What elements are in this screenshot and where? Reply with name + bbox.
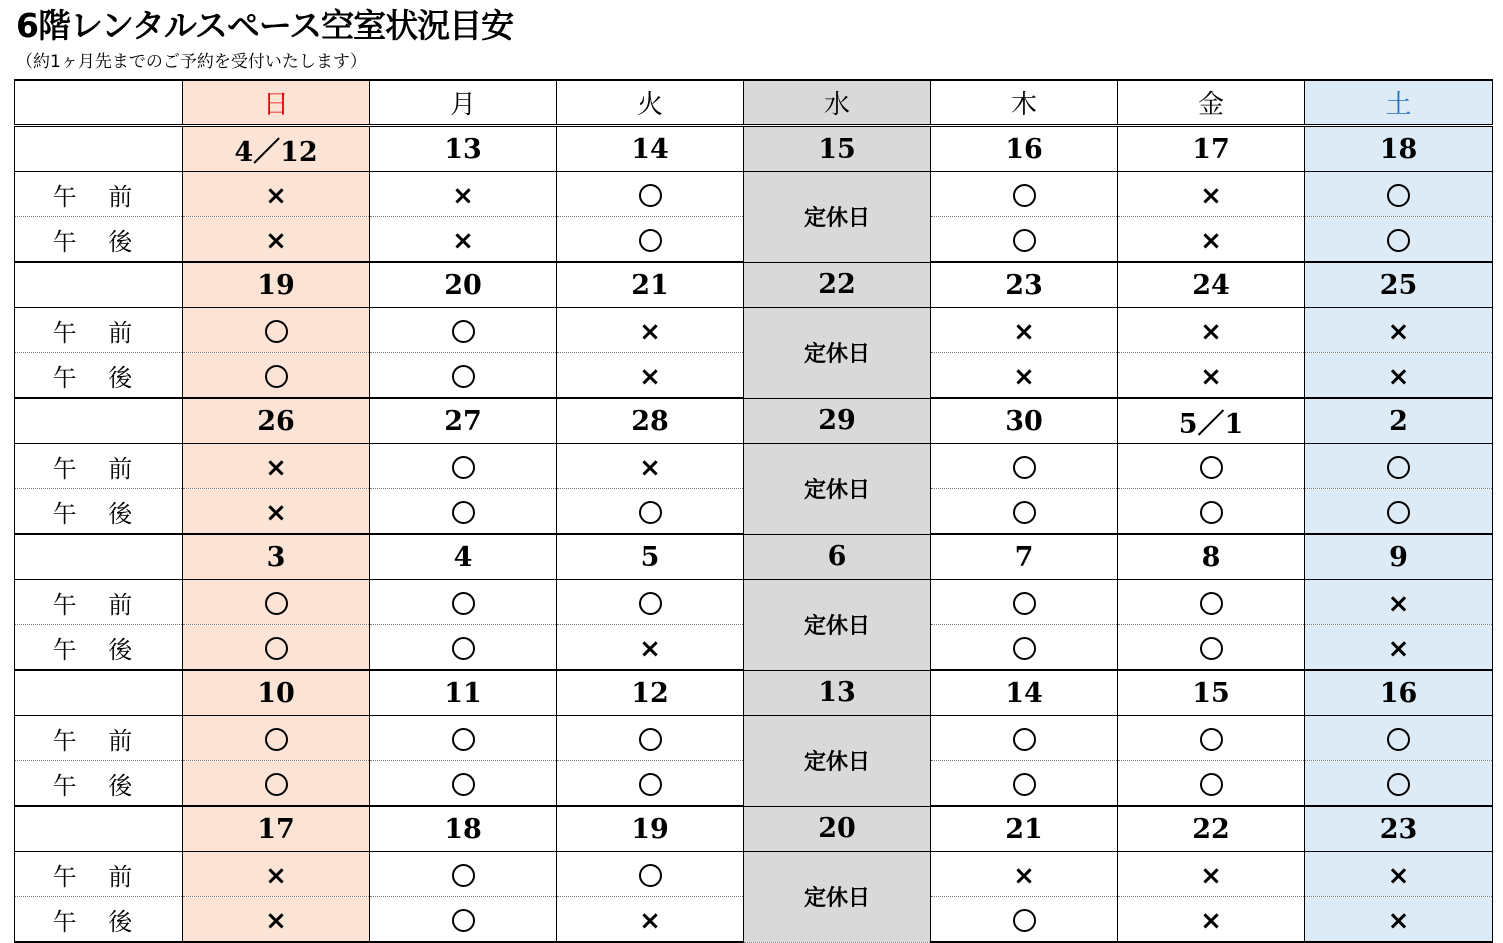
date-row [15, 670, 1493, 716]
available-circle-icon [639, 728, 662, 751]
am-label: 午 前 [15, 172, 183, 217]
full-cross-icon: × [639, 633, 661, 664]
date-cell-wed: 29 [744, 398, 931, 444]
date-cell-mon: 20 [370, 262, 557, 308]
date-row-label-cell [15, 806, 183, 852]
available-circle-icon [1387, 184, 1410, 207]
availability-cell-tue [557, 489, 744, 535]
availability-cell-sat [1305, 308, 1493, 353]
availability-cell-sun [183, 489, 370, 535]
availability-cell-tue [557, 353, 744, 399]
date-row-label-cell [15, 534, 183, 580]
date-cell-wed: 15 [744, 126, 931, 172]
available-circle-icon [265, 773, 288, 796]
available-circle-icon [1200, 592, 1223, 615]
available-circle-icon [265, 637, 288, 660]
availability-cell-mon [370, 852, 557, 897]
am-row [15, 716, 1493, 761]
availability-cell-sun [183, 716, 370, 761]
available-circle-icon [1013, 501, 1036, 524]
available-circle-icon [452, 592, 475, 615]
availability-cell-thu [931, 625, 1118, 671]
date-cell-fri: 22 [1118, 806, 1305, 852]
full-cross-icon: × [265, 497, 287, 528]
available-circle-icon [265, 320, 288, 343]
date-cell-fri: 15 [1118, 670, 1305, 716]
available-circle-icon [1387, 773, 1410, 796]
availability-cell-sun [183, 761, 370, 807]
date-cell-mon: 13 [370, 126, 557, 172]
date-cell-sat: 18 [1305, 126, 1493, 172]
availability-cell-fri [1118, 172, 1305, 217]
available-circle-icon [265, 592, 288, 615]
full-cross-icon: × [1200, 905, 1222, 936]
date-row-label-cell [15, 262, 183, 308]
full-cross-icon: × [265, 452, 287, 483]
availability-cell-thu [931, 761, 1118, 807]
full-cross-icon: × [452, 180, 474, 211]
date-cell-sun: 4／12 [183, 126, 370, 172]
date-cell-tue: 19 [557, 806, 744, 852]
available-circle-icon [1387, 728, 1410, 751]
full-cross-icon: × [639, 905, 661, 936]
availability-cell-fri [1118, 761, 1305, 807]
date-cell-fri: 5／1 [1118, 398, 1305, 444]
full-cross-icon: × [639, 452, 661, 483]
page-subtitle: （約1ヶ月先までのご予約を受付いたします） [16, 52, 367, 72]
availability-cell-mon [370, 716, 557, 761]
availability-cell-mon [370, 761, 557, 807]
full-cross-icon: × [1200, 225, 1222, 256]
date-cell-fri: 17 [1118, 126, 1305, 172]
availability-cell-mon [370, 580, 557, 625]
weekday-label: 火 [636, 90, 663, 120]
date-cell-thu: 21 [931, 806, 1118, 852]
weekday-label: 日 [262, 90, 289, 120]
weekday-header-tue [557, 80, 744, 126]
availability-cell-fri [1118, 444, 1305, 489]
date-row [15, 398, 1493, 444]
availability-cell-tue [557, 716, 744, 761]
available-circle-icon [1013, 909, 1036, 932]
availability-cell-sat [1305, 444, 1493, 489]
date-cell-sat: 23 [1305, 806, 1493, 852]
available-circle-icon [452, 637, 475, 660]
date-row-label-cell [15, 398, 183, 444]
available-circle-icon [452, 320, 475, 343]
available-circle-icon [639, 592, 662, 615]
availability-cell-sat [1305, 625, 1493, 671]
date-cell-sun: 10 [183, 670, 370, 716]
available-circle-icon [265, 728, 288, 751]
available-circle-icon [1013, 592, 1036, 615]
availability-cell-thu [931, 716, 1118, 761]
available-circle-icon [1013, 184, 1036, 207]
date-cell-mon: 11 [370, 670, 557, 716]
full-cross-icon: × [265, 180, 287, 211]
availability-cell-sat [1305, 172, 1493, 217]
availability-cell-mon [370, 172, 557, 217]
availability-cell-thu [931, 217, 1118, 263]
date-row-label-cell [15, 670, 183, 716]
full-cross-icon: × [1013, 860, 1035, 891]
availability-cell-thu [931, 308, 1118, 353]
pm-label: 午 後 [15, 217, 183, 263]
date-cell-wed: 13 [744, 670, 931, 716]
weekday-header-thu [931, 80, 1118, 126]
date-cell-sat: 25 [1305, 262, 1493, 308]
date-cell-sat: 2 [1305, 398, 1493, 444]
available-circle-icon [1013, 456, 1036, 479]
full-cross-icon: × [1013, 361, 1035, 392]
availability-cell-tue [557, 580, 744, 625]
availability-cell-fri [1118, 716, 1305, 761]
availability-cell-thu [931, 444, 1118, 489]
full-cross-icon: × [1387, 588, 1410, 619]
availability-cell-sat [1305, 716, 1493, 761]
available-circle-icon [452, 501, 475, 524]
header-corner-cell [15, 80, 183, 126]
availability-cell-sun [183, 353, 370, 399]
availability-cell-tue [557, 172, 744, 217]
date-cell-sun: 19 [183, 262, 370, 308]
availability-cell-sat [1305, 353, 1493, 399]
available-circle-icon [639, 773, 662, 796]
weekday-label: 土 [1385, 90, 1412, 120]
full-cross-icon: × [1200, 316, 1222, 347]
am-label: 午 前 [15, 852, 183, 897]
availability-cell-fri [1118, 625, 1305, 671]
availability-cell-tue [557, 897, 744, 943]
availability-cell-sun [183, 897, 370, 943]
availability-cell-thu [931, 172, 1118, 217]
availability-cell-tue [557, 625, 744, 671]
available-circle-icon [639, 501, 662, 524]
pm-label: 午 後 [15, 625, 183, 671]
available-circle-icon [452, 456, 475, 479]
full-cross-icon: × [1200, 860, 1222, 891]
available-circle-icon [452, 365, 475, 388]
availability-cell-sat [1305, 489, 1493, 535]
availability-cell-sun [183, 172, 370, 217]
available-circle-icon [452, 909, 475, 932]
availability-cell-thu [931, 580, 1118, 625]
availability-cell-fri [1118, 897, 1305, 943]
availability-cell-sat [1305, 761, 1493, 807]
date-cell-thu: 14 [931, 670, 1118, 716]
closed-day-cell: 定休日 [744, 852, 931, 943]
closed-day-cell: 定休日 [744, 580, 931, 671]
date-row [15, 534, 1493, 580]
full-cross-icon: × [265, 860, 287, 891]
available-circle-icon [452, 773, 475, 796]
availability-cell-sat [1305, 897, 1493, 943]
availability-cell-tue [557, 852, 744, 897]
date-cell-tue: 28 [557, 398, 744, 444]
weekday-header-row [15, 80, 1493, 126]
availability-cell-tue [557, 217, 744, 263]
date-row-label-cell [15, 126, 183, 172]
availability-table [14, 79, 1493, 943]
availability-cell-mon [370, 217, 557, 263]
available-circle-icon [1387, 229, 1410, 252]
date-cell-fri: 24 [1118, 262, 1305, 308]
pm-label: 午 後 [15, 761, 183, 807]
weekday-label: 月 [449, 90, 476, 120]
availability-cell-thu [931, 353, 1118, 399]
pm-label: 午 後 [15, 489, 183, 535]
am-row [15, 580, 1493, 625]
availability-cell-fri [1118, 852, 1305, 897]
weekday-header-sat [1305, 80, 1493, 126]
availability-cell-sun [183, 580, 370, 625]
available-circle-icon [1200, 773, 1223, 796]
date-cell-thu: 16 [931, 126, 1118, 172]
availability-cell-sun [183, 444, 370, 489]
weekday-label: 水 [823, 90, 850, 120]
date-cell-sat: 16 [1305, 670, 1493, 716]
full-cross-icon: × [1387, 860, 1410, 891]
am-label: 午 前 [15, 444, 183, 489]
availability-cell-mon [370, 444, 557, 489]
available-circle-icon [1013, 773, 1036, 796]
available-circle-icon [452, 864, 475, 887]
available-circle-icon [639, 864, 662, 887]
page-title: 6階レンタルスペース空室状況目安 [16, 6, 514, 45]
am-row [15, 172, 1493, 217]
available-circle-icon [639, 184, 662, 207]
am-label: 午 前 [15, 580, 183, 625]
full-cross-icon: × [1200, 361, 1222, 392]
availability-cell-mon [370, 489, 557, 535]
date-cell-tue: 12 [557, 670, 744, 716]
date-cell-tue: 5 [557, 534, 744, 580]
full-cross-icon: × [639, 361, 661, 392]
available-circle-icon [1013, 728, 1036, 751]
weekday-header-mon [370, 80, 557, 126]
weekday-header-fri [1118, 80, 1305, 126]
date-cell-fri: 8 [1118, 534, 1305, 580]
availability-cell-mon [370, 897, 557, 943]
full-cross-icon: × [1200, 180, 1222, 211]
available-circle-icon [1200, 501, 1223, 524]
availability-cell-mon [370, 353, 557, 399]
available-circle-icon [265, 365, 288, 388]
availability-cell-mon [370, 625, 557, 671]
date-cell-mon: 4 [370, 534, 557, 580]
date-row [15, 806, 1493, 852]
date-cell-wed: 22 [744, 262, 931, 308]
date-cell-tue: 21 [557, 262, 744, 308]
availability-cell-tue [557, 761, 744, 807]
availability-cell-fri [1118, 489, 1305, 535]
full-cross-icon: × [265, 905, 287, 936]
availability-cell-mon [370, 308, 557, 353]
available-circle-icon [639, 229, 662, 252]
closed-day-cell: 定休日 [744, 172, 931, 263]
availability-cell-thu [931, 852, 1118, 897]
am-row [15, 308, 1493, 353]
availability-cell-tue [557, 308, 744, 353]
full-cross-icon: × [639, 316, 661, 347]
availability-cell-fri [1118, 217, 1305, 263]
full-cross-icon: × [1013, 316, 1035, 347]
availability-cell-sun [183, 625, 370, 671]
full-cross-icon: × [1387, 633, 1410, 664]
date-cell-sun: 17 [183, 806, 370, 852]
am-label: 午 前 [15, 308, 183, 353]
am-label: 午 前 [15, 716, 183, 761]
available-circle-icon [1013, 637, 1036, 660]
available-circle-icon [1200, 728, 1223, 751]
pm-label: 午 後 [15, 897, 183, 943]
available-circle-icon [1387, 456, 1410, 479]
date-cell-sun: 26 [183, 398, 370, 444]
available-circle-icon [1200, 456, 1223, 479]
date-row [15, 262, 1493, 308]
available-circle-icon [1013, 229, 1036, 252]
am-row [15, 444, 1493, 489]
availability-cell-thu [931, 489, 1118, 535]
closed-day-cell: 定休日 [744, 308, 931, 399]
date-cell-thu: 30 [931, 398, 1118, 444]
date-cell-mon: 18 [370, 806, 557, 852]
closed-day-cell: 定休日 [744, 716, 931, 807]
date-cell-tue: 14 [557, 126, 744, 172]
availability-cell-fri [1118, 580, 1305, 625]
date-cell-mon: 27 [370, 398, 557, 444]
full-cross-icon: × [265, 225, 287, 256]
full-cross-icon: × [1387, 905, 1410, 936]
availability-cell-fri [1118, 308, 1305, 353]
availability-cell-thu [931, 897, 1118, 943]
date-cell-thu: 23 [931, 262, 1118, 308]
availability-cell-tue [557, 444, 744, 489]
weekday-header-sun [183, 80, 370, 126]
availability-cell-sat [1305, 580, 1493, 625]
availability-cell-sat [1305, 852, 1493, 897]
date-cell-wed: 20 [744, 806, 931, 852]
available-circle-icon [1387, 501, 1410, 524]
date-cell-sat: 9 [1305, 534, 1493, 580]
availability-cell-sun [183, 217, 370, 263]
weekday-header-wed [744, 80, 931, 126]
full-cross-icon: × [1387, 316, 1410, 347]
full-cross-icon: × [1387, 361, 1410, 392]
availability-table-body [15, 80, 1493, 942]
availability-cell-fri [1118, 353, 1305, 399]
pm-label: 午 後 [15, 353, 183, 399]
am-row [15, 852, 1493, 897]
availability-cell-sat [1305, 217, 1493, 263]
date-cell-wed: 6 [744, 534, 931, 580]
date-cell-sun: 3 [183, 534, 370, 580]
weekday-label: 木 [1010, 90, 1037, 120]
availability-cell-sun [183, 308, 370, 353]
available-circle-icon [1200, 637, 1223, 660]
weekday-label: 金 [1197, 90, 1224, 120]
availability-cell-sun [183, 852, 370, 897]
available-circle-icon [452, 728, 475, 751]
closed-day-cell: 定休日 [744, 444, 931, 535]
date-row [15, 126, 1493, 172]
full-cross-icon: × [452, 225, 474, 256]
date-cell-thu: 7 [931, 534, 1118, 580]
